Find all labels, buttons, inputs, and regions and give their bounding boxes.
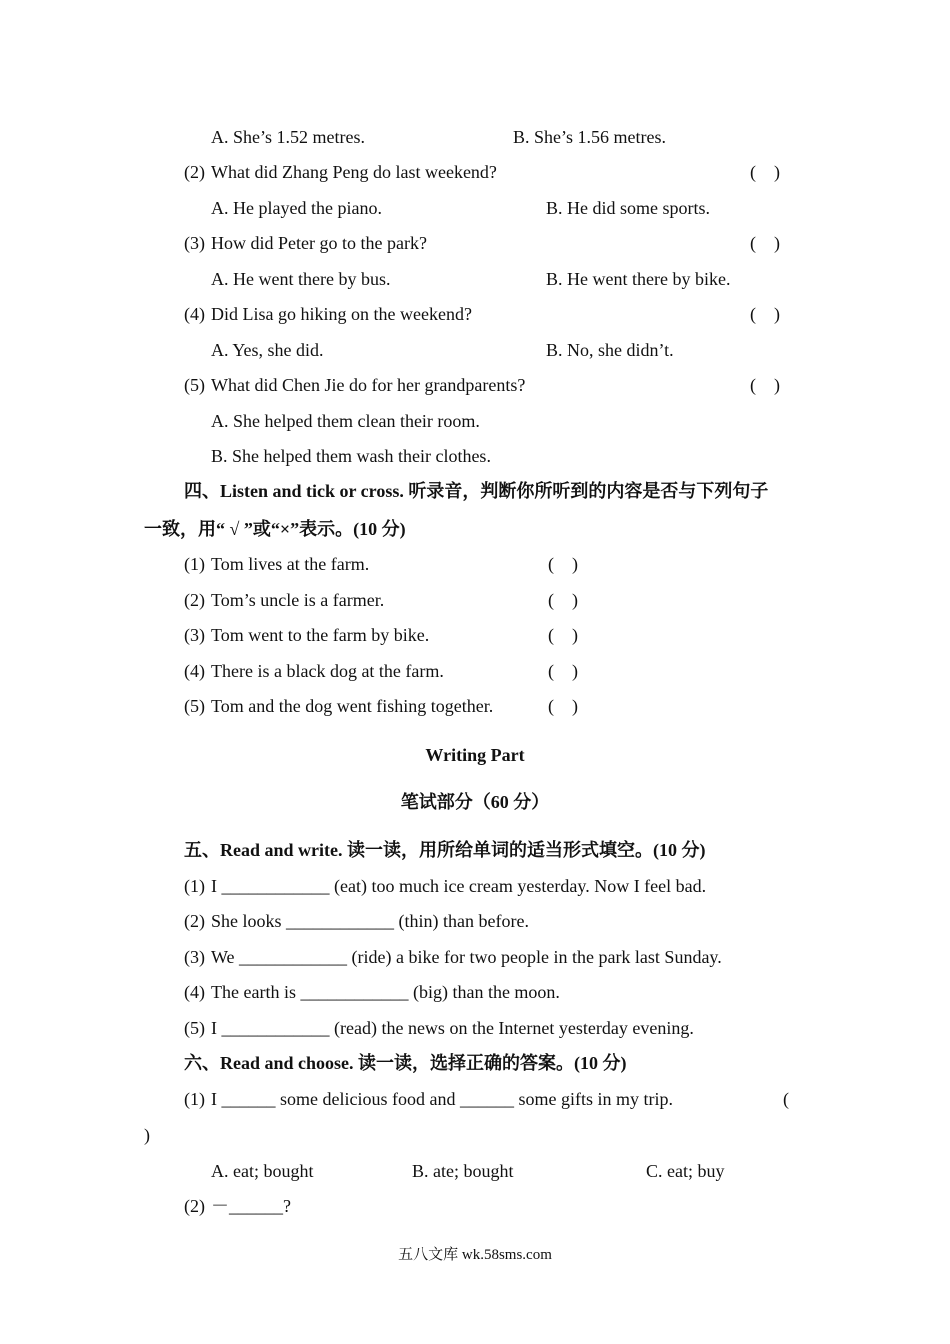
item-number: (4) [184,661,205,681]
item-number: (1) [184,554,205,574]
question-number: (5) [184,375,205,395]
option-b: B. ate; bought [412,1161,514,1181]
answer-blank: ( ) [750,162,780,182]
option-b: B. She helped them wash their clothes. [211,446,491,466]
answer-paren-close: ) [144,1125,150,1145]
answer-blank: ( ) [548,590,578,610]
item-text: Tom and the dog went fishing together. [211,696,494,716]
item-number: (1) [184,1089,205,1109]
answer-blank: ( ) [548,661,578,681]
item-text: Tom’s uncle is a farmer. [211,590,385,610]
answer-blank: ( ) [548,554,578,574]
item-number: (5) [184,1018,205,1038]
answer-blank: ( ) [548,625,578,645]
fill-blank-sentence: I ____________ (eat) too much ice cream yesterday. Now I feel bad. [211,876,707,896]
option-a: A. Yes, she did. [211,340,324,360]
option-a: A. She helped them clean their room. [211,411,480,431]
q1-option-b: B. She’s 1.56 metres. [513,127,666,147]
section-5-heading: 五、Read and write. 读一读，用所给单词的适当形式填空。(10 分) [184,840,706,860]
item-text: There is a black dog at the farm. [211,661,444,681]
option-a: A. He went there by bus. [211,269,391,289]
option-c: C. eat; buy [646,1161,725,1181]
item-number: (2) [184,590,205,610]
option-a: A. He played the piano. [211,198,382,218]
section-6-heading: 六、Read and choose. 读一读，选择正确的答案。(10 分) [184,1053,627,1073]
option-a: A. eat; bought [211,1161,314,1181]
item-text: Tom lives at the farm. [211,554,370,574]
option-b: B. He went there by bike. [546,269,731,289]
item-number: (3) [184,625,205,645]
section-4-heading-cont: 一致，用“ √ ”或“×”表示。(10 分) [144,519,406,539]
writing-part-title-cn: 笔试部分（60 分） [400,792,550,812]
page-footer-watermark: 五八文库 wk.58sms.com [398,1247,552,1263]
question-number: (2) [184,162,205,182]
q1-option-a: A. She’s 1.52 metres. [211,127,365,147]
question-text: I ______ some delicious food and ______ some gifts in my trip. [211,1089,673,1109]
section-4-heading: 四、Listen and tick or cross. 听录音，判断你所听到的内容是否与下列句子 [184,481,769,501]
item-number: (3) [184,947,205,967]
item-text: Tom went to the farm by bike. [211,625,430,645]
question-text: What did Zhang Peng do last weekend? [211,162,497,182]
item-number: (2) [184,1196,205,1216]
answer-blank: ( ) [750,304,780,324]
writing-part-title: Writing Part [425,745,525,765]
item-number: (5) [184,696,205,716]
fill-blank-sentence: I ____________ (read) the news on the Internet yesterday evening. [211,1018,694,1038]
question-text: How did Peter go to the park? [211,233,427,253]
item-number: (2) [184,911,205,931]
question-number: (3) [184,233,205,253]
fill-blank-sentence: We ____________ (ride) a bike for two people in the park last Sunday. [211,947,722,967]
question-text: －______? [211,1196,291,1216]
question-text: Did Lisa go hiking on the weekend? [211,304,472,324]
question-text: What did Chen Jie do for her grandparents? [211,375,526,395]
item-number: (4) [184,982,205,1002]
answer-paren-open: ( [783,1089,789,1109]
option-b: B. He did some sports. [546,198,710,218]
option-b: B. No, she didn’t. [546,340,674,360]
answer-blank: ( ) [750,375,780,395]
answer-blank: ( ) [548,696,578,716]
item-number: (1) [184,876,205,896]
fill-blank-sentence: She looks ____________ (thin) than before. [211,911,529,931]
question-number: (4) [184,304,205,324]
fill-blank-sentence: The earth is ____________ (big) than the moon. [211,982,560,1002]
answer-blank: ( ) [750,233,780,253]
